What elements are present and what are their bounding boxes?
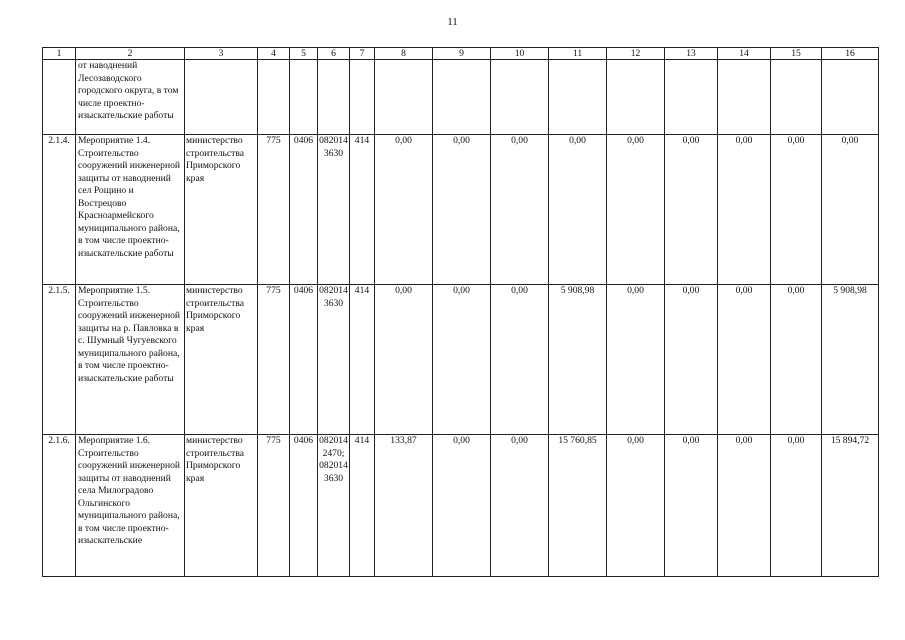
value-cell: 0,00	[375, 135, 433, 285]
cell-vr: 414	[350, 435, 375, 577]
value-cell	[549, 60, 607, 135]
value-cell: 0,00	[433, 135, 491, 285]
executor: министерство строительства Приморского края	[185, 285, 258, 435]
header-cell: 11	[549, 48, 607, 60]
value-cell: 0,00	[718, 135, 771, 285]
value-cell: 0,00	[718, 435, 771, 577]
value-cell: 0,00	[665, 435, 718, 577]
value-cell: 0,00	[718, 285, 771, 435]
value-cell: 0,00	[665, 285, 718, 435]
header-cell: 13	[665, 48, 718, 60]
value-cell: 0,00	[607, 135, 665, 285]
header-cell: 12	[607, 48, 665, 60]
cell-rzpr: 0406	[290, 135, 318, 285]
header-cell: 1	[43, 48, 76, 60]
value-cell	[491, 60, 549, 135]
cell-grbs: 775	[258, 135, 290, 285]
header-cell: 7	[350, 48, 375, 60]
executor: министерство строительства Приморского края	[185, 135, 258, 285]
activity-name: Мероприятие 1.6. Строительство сооружений инженерной защиты от наводнений села Милоградово Ольгинского муниципального района, в том числе проектно-изыскательские	[76, 435, 185, 577]
value-cell: 0,00	[433, 285, 491, 435]
cell-rzpr	[290, 60, 318, 135]
value-cell: 15 760,85	[549, 435, 607, 577]
value-cell	[665, 60, 718, 135]
executor: министерство строительства Приморского края	[185, 435, 258, 577]
value-cell	[771, 60, 822, 135]
cell-csr	[318, 60, 350, 135]
value-cell: 15 894,72	[822, 435, 879, 577]
row-number: 2.1.4.	[43, 135, 76, 285]
value-cell: 0,00	[771, 135, 822, 285]
header-cell: 16	[822, 48, 879, 60]
value-cell: 0,00	[771, 435, 822, 577]
cell-vr: 414	[350, 285, 375, 435]
value-cell	[433, 60, 491, 135]
header-cell: 15	[771, 48, 822, 60]
value-cell: 0,00	[771, 285, 822, 435]
value-cell: 0,00	[375, 285, 433, 435]
value-cell: 5 908,98	[822, 285, 879, 435]
header-cell: 6	[318, 48, 350, 60]
cell-csr: 082014 2470; 082014 3630	[318, 435, 350, 577]
activity-name: Мероприятие 1.4. Строительство сооружений инженерной защиты от наводнений сел Рощино и Вострецово Красноармейского муниципального района, в том числе проектно-изыскательские работы	[76, 135, 185, 285]
header-cell: 4	[258, 48, 290, 60]
value-cell: 0,00	[607, 285, 665, 435]
table-row	[43, 135, 879, 285]
value-cell: 5 908,98	[549, 285, 607, 435]
budget-table	[42, 47, 879, 577]
cell-grbs: 775	[258, 285, 290, 435]
value-cell: 0,00	[491, 135, 549, 285]
value-cell: 0,00	[607, 435, 665, 577]
cell-rzpr: 0406	[290, 435, 318, 577]
cell-csr: 082014 3630	[318, 285, 350, 435]
row-number: 2.1.5.	[43, 285, 76, 435]
header-cell: 2	[76, 48, 185, 60]
value-cell: 0,00	[549, 135, 607, 285]
page-number: 11	[447, 16, 458, 28]
value-cell	[607, 60, 665, 135]
value-cell: 0,00	[822, 135, 879, 285]
header-row	[43, 48, 879, 60]
row-number: 2.1.6.	[43, 435, 76, 577]
cell-rzpr: 0406	[290, 285, 318, 435]
header-cell: 8	[375, 48, 433, 60]
value-cell: 133,87	[375, 435, 433, 577]
executor	[185, 60, 258, 135]
value-cell: 0,00	[491, 285, 549, 435]
activity-name: от наводнений Лесозаводского городского округа, в том числе проектно-изыскательские работы	[76, 60, 185, 135]
header-cell: 10	[491, 48, 549, 60]
value-cell	[718, 60, 771, 135]
cell-grbs	[258, 60, 290, 135]
value-cell	[822, 60, 879, 135]
activity-name: Мероприятие 1.5. Строительство сооружений инженерной защиты на р. Павловка в с. Шумный Чугуевского муниципального района, в том числе проектно-изыскательские работы	[76, 285, 185, 435]
value-cell: 0,00	[433, 435, 491, 577]
header-cell: 14	[718, 48, 771, 60]
row-number	[43, 60, 76, 135]
cell-grbs: 775	[258, 435, 290, 577]
value-cell: 0,00	[665, 135, 718, 285]
header-cell: 9	[433, 48, 491, 60]
header-cell: 5	[290, 48, 318, 60]
value-cell: 0,00	[491, 435, 549, 577]
cell-csr: 082014 3630	[318, 135, 350, 285]
header-cell: 3	[185, 48, 258, 60]
cell-vr: 414	[350, 135, 375, 285]
value-cell	[375, 60, 433, 135]
table-row	[43, 435, 879, 577]
table-row	[43, 60, 879, 135]
table-row	[43, 285, 879, 435]
cell-vr	[350, 60, 375, 135]
